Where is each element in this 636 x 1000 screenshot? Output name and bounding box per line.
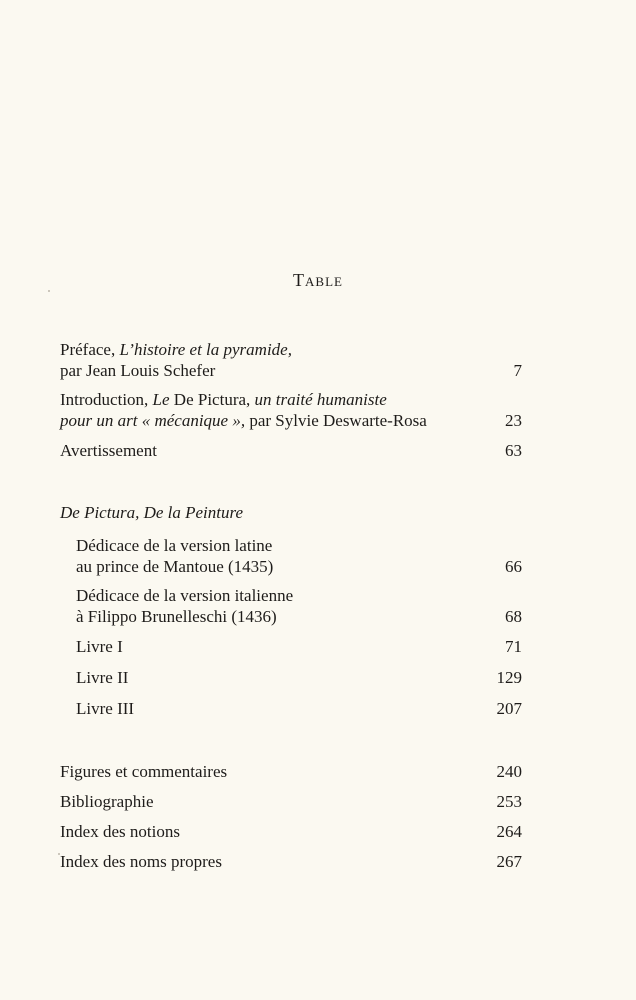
avertissement-label: Avertissement — [60, 441, 157, 460]
index-noms-page-number: 267 — [496, 852, 522, 871]
page-title: Table — [293, 270, 343, 290]
preface-title: L’histoire et la pyramide, — [119, 340, 292, 359]
toc-entry-avertissement — [60, 440, 522, 461]
toc-entry-index-noms — [60, 851, 522, 872]
bibliographie-label: Bibliographie — [60, 792, 154, 811]
livre-3-page-number: 207 — [496, 699, 522, 718]
bibliographie-page-number: 253 — [496, 792, 522, 811]
toc-entry-introduction — [60, 389, 522, 431]
preface-label: Préface, — [60, 340, 120, 359]
introduction-le: Le — [152, 390, 170, 409]
toc-entry-bibliographie — [60, 791, 522, 812]
toc-entry-dedicace-latine — [76, 535, 522, 577]
index-noms-label: Index des noms propres — [60, 852, 222, 871]
toc-entry-preface — [60, 339, 522, 381]
dedicace-latine-page-number: 66 — [505, 557, 522, 576]
introduction-de-pictura: De Pictura, — [169, 390, 255, 409]
toc-entry-livre-1 — [76, 636, 522, 657]
avertissement-page-number: 63 — [505, 441, 522, 460]
toc-entry-livre-3 — [76, 698, 522, 719]
toc-entry-dedicace-italienne — [76, 585, 522, 627]
introduction-author: par Sylvie Deswarte-Rosa — [245, 411, 427, 430]
livre-3-label: Livre III — [76, 699, 135, 718]
toc-entry-index-notions — [60, 821, 522, 842]
figures-label: Figures et commentaires — [60, 762, 228, 781]
dedicace-latine-line1: Dédicace de la version latine — [76, 536, 273, 555]
figures-page-number: 240 — [496, 762, 522, 781]
preface-author: par Jean Louis Schefer — [60, 361, 216, 380]
toc-entry-livre-2 — [76, 667, 522, 688]
dedicace-italienne-page-number: 68 — [505, 607, 522, 626]
paper-speck — [58, 853, 60, 855]
dedicace-latine-line2: au prince de Mantoue (1435) — [76, 557, 274, 576]
preface-page-number: 7 — [513, 361, 522, 380]
livre-1-label: Livre I — [76, 637, 123, 656]
toc-entry-figures — [60, 761, 522, 782]
introduction-label: Introduction, — [60, 390, 153, 409]
index-notions-page-number: 264 — [496, 822, 522, 841]
paper-speck — [48, 290, 50, 292]
dedicace-italienne-line1: Dédicace de la version italienne — [76, 586, 294, 605]
introduction-title-part1: un traité humaniste — [254, 390, 387, 409]
introduction-title-part2: pour un art « mécanique », — [60, 411, 246, 430]
section-title-de-pictura: De Pictura, De la Peinture — [60, 503, 244, 522]
livre-2-page-number: 129 — [496, 668, 522, 687]
livre-2-label: Livre II — [76, 668, 129, 687]
introduction-page-number: 23 — [505, 411, 522, 430]
livre-1-page-number: 71 — [505, 637, 522, 656]
dedicace-italienne-line2: à Filippo Brunelleschi (1436) — [76, 607, 277, 626]
index-notions-label: Index des notions — [60, 822, 180, 841]
